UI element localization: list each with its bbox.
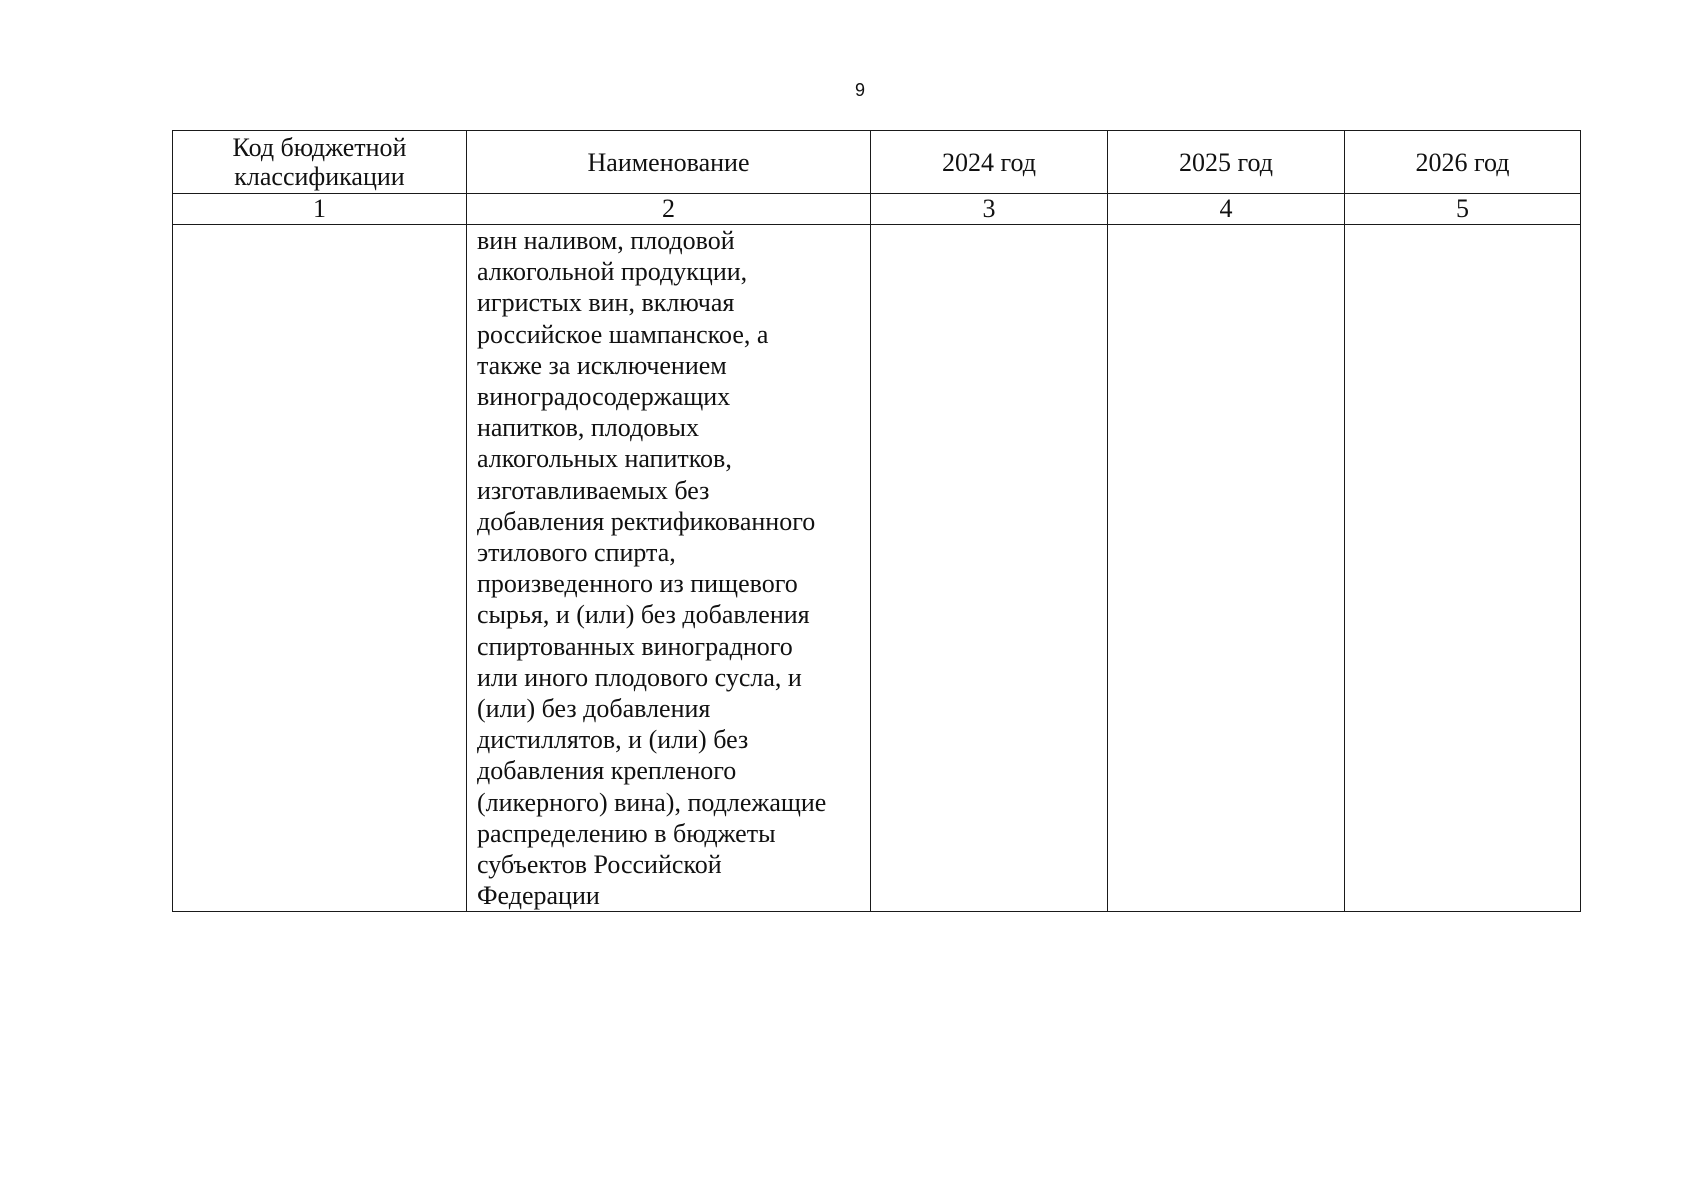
- header-budget-code: Код бюджетной классификации: [173, 131, 467, 194]
- cell-budget-code: [173, 225, 467, 912]
- column-number-3: 3: [871, 194, 1108, 225]
- column-number-row: [173, 194, 1581, 225]
- cell-value-2025: [1108, 225, 1345, 912]
- table-header-row: [173, 131, 1581, 194]
- header-year-2026: 2026 год: [1345, 131, 1581, 194]
- cell-value-2026: [1345, 225, 1581, 912]
- column-number-1: 1: [173, 194, 467, 225]
- header-year-2025: 2025 год: [1108, 131, 1345, 194]
- column-number-5: 5: [1345, 194, 1581, 225]
- header-name: Наименование: [467, 131, 871, 194]
- column-number-4: 4: [1108, 194, 1345, 225]
- budget-table: [172, 130, 1581, 912]
- cell-value-2024: [871, 225, 1108, 912]
- column-number-2: 2: [467, 194, 871, 225]
- table-row: [173, 225, 1581, 912]
- page-number: 9: [854, 80, 865, 100]
- cell-name: вин наливом, плодовой алкогольной продукции, игристых вин, включая российское шампанское, а также за исключением виноградосодержащих напитков, плодовых алкогольных напитков, изготавливаемых без добавления ректификованного этилового спирта, произведенного из пищевого сырья, и (или) без добавления спиртованных виноградного или иного плодового сусла, и (или) без добавления дистиллятов, и (или) без добавления крепленого (ликерного) вина), подлежащие распределению в бюджеты субъектов Российской Федерации: [467, 225, 871, 912]
- header-year-2024: 2024 год: [871, 131, 1108, 194]
